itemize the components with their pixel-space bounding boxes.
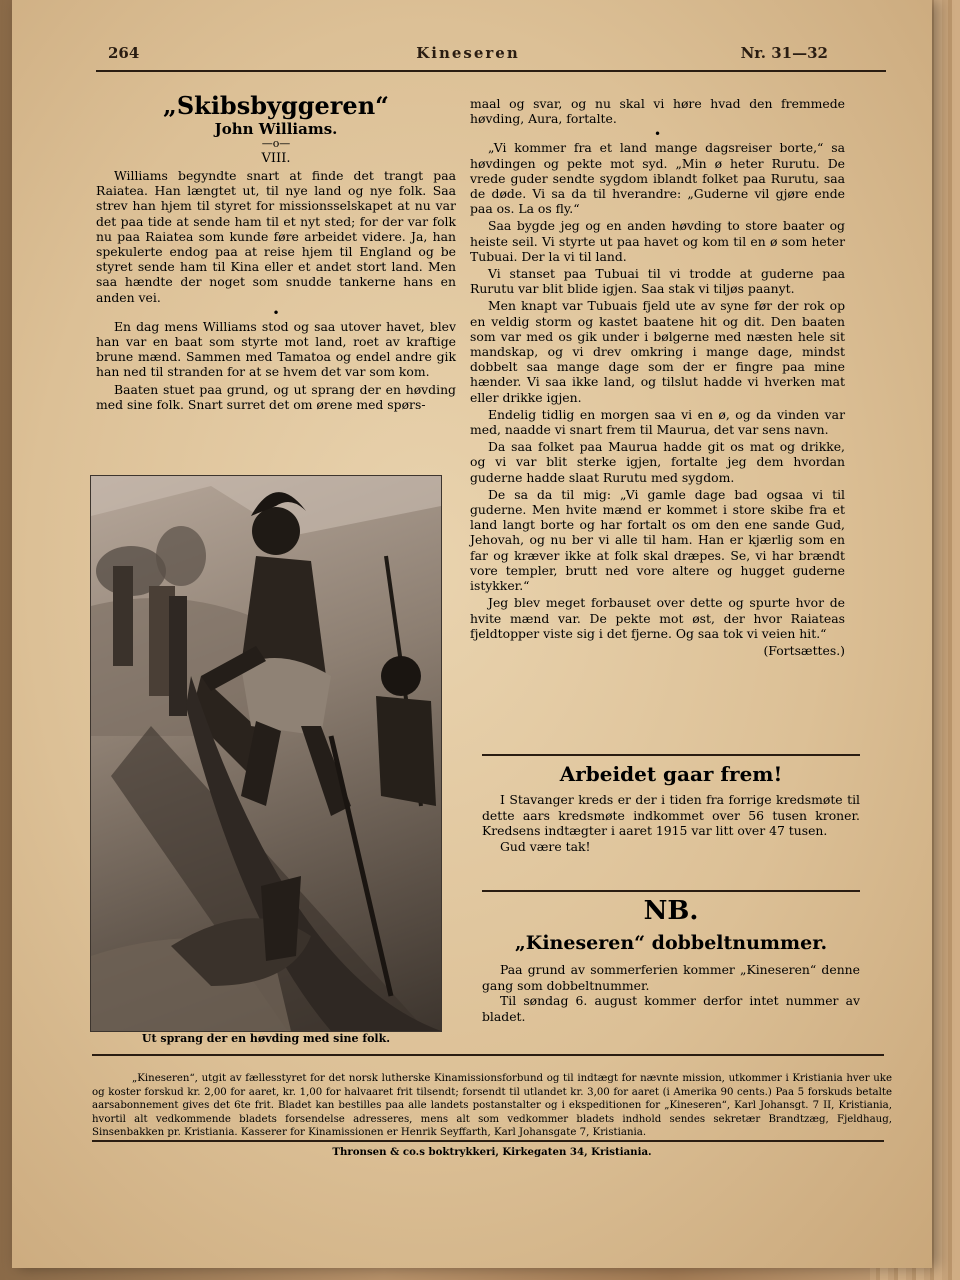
illustration-caption: Ut sprang der en høvding med sine folk. [141,1032,391,1045]
paragraph: „Vi kommer fra et land mange dagsreiser borte,“ sa høvdingen og pekte mot syd. „Min ø heter Rurutu. De vrede guder sendte sygdom iblandt folket paa Rurutu, saa de døde. Vi sa da til hverandre: „Guderne vil gjøre ende paa os. La os fly.“ [470,140,845,217]
paragraph: Jeg blev meget forbauset over dette og spurte hvor de hvite mænd var. De pekte mot øst, der hvor Raiateas fjeldtopper viste sig i det fjerne. Og saa tok vi veien hit.“ [470,595,845,641]
header-rule [96,70,886,72]
paragraph: maal og svar, og nu skal vi høre hvad den fremmede høvding, Aura, fortalte. [470,96,845,127]
article-author: John Williams. [214,120,338,138]
page-header [108,44,828,68]
notice2-text: Paa grund av sommerferien kommer „Kineseren“ denne gang som dobbeltnummer. [482,962,860,993]
paragraph: Da saa folket paa Maurua hadde git os mat og drikke, og vi var blit sterke igjen, fortalte jeg dem hvordan guderne hadde slaat Rurutu med sygdom. [470,439,845,485]
notice2-text2: Til søndag 6. august kommer derfor intet nummer av bladet. [482,993,860,1024]
article-title: „Skibsbyggeren“ [163,91,389,120]
footer-rule-top [92,1054,884,1056]
section-dot: • [653,127,662,142]
paragraph: En dag mens Williams stod og saa utover havet, blev han var en baat som styrte mot land, roet av kraftige brune mænd. Sammen med Tamatoa og endel andre gik han ned til stranden for at se hvem det var som kom. [96,318,456,380]
issue-number: Nr. 31—32 [740,44,828,62]
paragraph: Men knapt var Tubuais fjeld ute av syne før der rok op en veldig storm og kastet baatene hit og dit. Den baaten som var med os gik under i bølgerne med næsten hele sit mandskap, og vi drev omkring i mange dage, mindst dobbelt saa mange dage som der er fingre paa mine hænder. Vi saa ikke land, og tilslut hadde vi hverken mat eller drikke igjen. [470,298,845,405]
paragraph: Vi stanset paa Tubuai til vi trodde at guderne paa Rurutu var blit blide igjen. Saa stak vi tiljøs paanyt. [470,266,845,297]
article-column-2 [470,96,845,658]
publication-footer [92,1072,892,1140]
notice-title: Arbeidet gaar frem! [559,762,783,786]
page-number: 264 [108,44,140,62]
notice-body [482,792,860,854]
notice-rule-bottom [482,890,860,892]
paragraph: Baaten stuet paa grund, og ut sprang der en høvding med sine folk. Snart surret det om ørene med spørs- [96,381,456,412]
chapter-number: VIII. [261,151,291,166]
paragraph: Williams begyndte snart at finde det trangt paa Raiatea. Han længtet ut, til nye land og nye folk. Saa strev han hjem til styret for missionsselskapet at nu var det paa tide at sende ham til et nyt sted; for der var folk nu paa Raiatea som kunde føre arbeidet videre. Ja, han spekulerte endog paa at reise hjem til England og be styret sende ham til Kina eller et andet stort land. Men saa hændte der noget som snudde tankerne hans en anden vei. [96,168,456,305]
article-illustration [90,475,442,1032]
notice-text: I Stavanger kreds er der i tiden fra forrige kredsmøte til dette aars kredsmøte indkommet over 56 tusen kroner. Kredsens indtægter i aaret 1915 var litt over 47 tusen. [482,792,860,838]
notice-rule-top [482,754,860,756]
paragraph: Saa bygde jeg og en anden høvding to store baater og heiste seil. Vi styrte ut paa havet og kom til en ø som heter Tubuai. Der la vi til land. [470,218,845,264]
notice-closing: Gud være tak! [500,838,591,854]
printer-line: Thronsen & co.s boktrykkeri, Kirkegaten 34, Kristiania. [332,1146,652,1158]
continued-note: (Fortsættes.) [763,642,845,658]
section-dot: • [272,305,280,320]
paragraph: De sa da til mig: „Vi gamle dage bad ogsaa vi til guderne. Men hvite mænd er kommet i store skibe fra et land langt borte og har fortalt os om den ene sande Gud, Jehovah, og nu ber vi alle til ham. Han er kjærlig som en far og kræver ikke at folk skal dræpes. Se, vi har brændt vore templer, brutt ned vore altere og hugget guderne istykker.“ [470,486,845,594]
nb-heading: NB. [643,896,699,926]
footer-text: „Kineseren“, utgit av fællesstyret for det norsk lutherske Kinamissionsforbund og til indtægt for nævnte mission, utkommer i Kristiania hver uke og koster forskud kr. 2,00 for aaret, kr. 1,00 for halvaaret frit tilsendt; forsendt til utlandet kr. 3,00 for aaret (i Amerika 90 cents.) Paa 5 forskuds betalte aarsabonnement gives det 6te frit. Bladet kan bestilles paa alle landets postanstalter og i ekspeditionen for „Kineseren“, Karl Johansgt. 7 II, Kristiania, hvortil alt vedkommende bladets forsendelse adresseres, mens alt som vedkommer bladets indhold sendes sekretær Brandtzæg, Fjeldhaug, Sinsenbakken pr. Kristiania. Kasserer for Kinamissionen er Henrik Seyffarth, Karl Johansgate 7, Kristiania. [92,1073,892,1139]
masthead-title: Kineseren [416,44,520,62]
notice2-body [482,962,860,1024]
title-separator: —o— [261,137,291,150]
paragraph: Endelig tidlig en morgen saa vi en ø, og da vinden var med, naadde vi snart frem til Maurua, det var sens navn. [470,406,845,438]
engraving-canoe-chief [91,476,441,1031]
notice2-title: „Kineseren“ dobbeltnummer. [514,932,828,954]
article-column-1 [96,92,456,414]
footer-rule-bottom [92,1140,884,1142]
